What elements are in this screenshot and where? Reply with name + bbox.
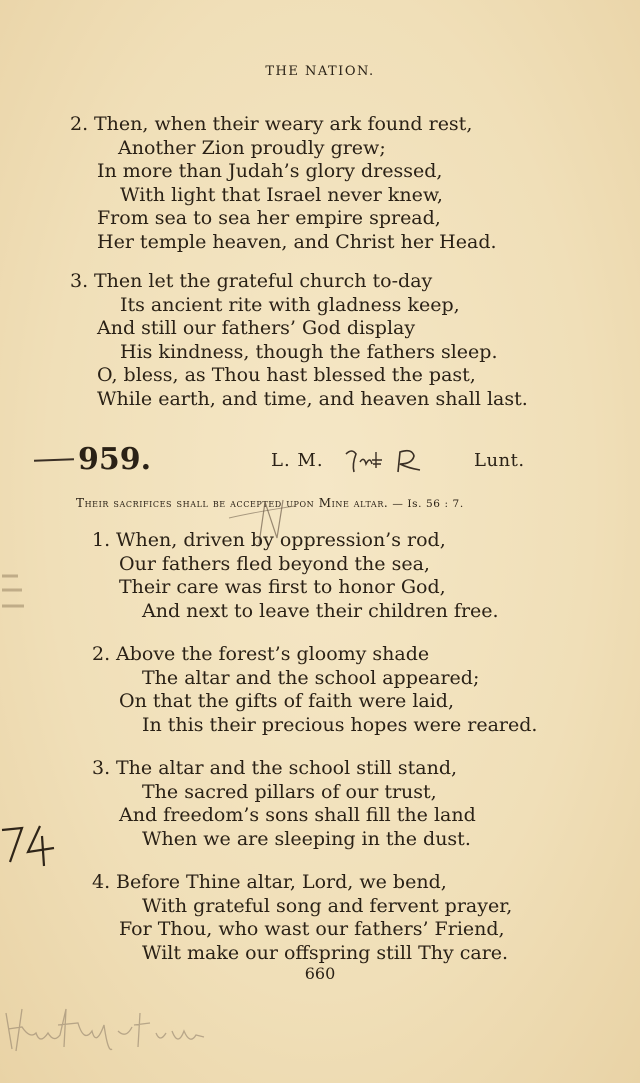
margin-bleed-marks — [0, 570, 30, 622]
verse-line: The altar and the school still stand, — [116, 757, 458, 779]
stanza-number: 2. — [70, 113, 89, 135]
stanza-number: 2. — [92, 643, 111, 665]
stanza-prev-2 — [70, 113, 497, 254]
hymn-meter: L. M. — [271, 450, 324, 471]
verse-line: Its ancient rite with gladness keep, — [120, 293, 460, 316]
pencil-signature — [0, 995, 240, 1055]
verse-line: With grateful song and fervent prayer, — [142, 894, 513, 917]
hymn-stanza-1 — [92, 529, 499, 623]
verse-line: Wilt make our offspring still Thy care. — [142, 941, 509, 964]
verse-line: When, driven by oppression’s rod, — [116, 529, 446, 551]
stanza-prev-3 — [70, 270, 528, 411]
epigraph-reference: — Is. 56 : 7. — [392, 498, 464, 510]
verse-line: For Thou, who wast our fathers’ Friend, — [119, 918, 505, 940]
verse-line: Another Zion proudly grew; — [118, 136, 386, 159]
verse-line: The sacred pillars of our trust, — [142, 780, 437, 803]
verse-line: Then let the grateful church to-day — [94, 270, 433, 292]
hymn-stanza-4 — [92, 871, 512, 965]
verse-line: O, bless, as Thou hast blessed the past, — [97, 364, 476, 386]
verse-line: The altar and the school appeared; — [142, 666, 480, 689]
verse-line: From sea to sea her empire spread, — [97, 207, 441, 229]
verse-line: With light that Israel never knew, — [120, 183, 443, 206]
handwritten-page-mark — [0, 820, 60, 870]
verse-line: His kindness, though the fathers sleep. — [120, 340, 498, 363]
pencil-dash-mark — [34, 458, 74, 461]
verse-line: On that the gifts of faith were laid, — [119, 690, 454, 712]
running-head: THE NATION. — [265, 64, 375, 79]
hymn-number: 959. — [78, 442, 152, 477]
verse-line: In more than Judah’s glory dressed, — [97, 160, 443, 182]
verse-line: When we are sleeping in the dust. — [142, 827, 471, 850]
verse-line: Before Thine altar, Lord, we bend, — [116, 871, 447, 893]
page-number: 660 — [304, 964, 336, 983]
verse-line: Then, when their weary ark found rest, — [94, 113, 473, 135]
stanza-number: 4. — [92, 871, 111, 893]
hymn-stanza-3 — [92, 757, 476, 851]
tune-name: Lunt. — [474, 450, 525, 471]
verse-line: In this their precious hopes were reared. — [142, 713, 538, 736]
verse-line: Above the forest’s gloomy shade — [116, 643, 430, 665]
verse-line: And next to leave their children free. — [142, 599, 499, 622]
verse-line: And still our fathers’ God display — [97, 317, 416, 339]
stanza-number: 3. — [92, 757, 111, 779]
verse-line: Their care was first to honor God, — [119, 576, 446, 598]
stanza-number: 1. — [92, 529, 111, 551]
epigraph — [76, 496, 536, 510]
epigraph-text: Their sacrifices shall be accepted upon Mine altar. — [76, 496, 389, 510]
verse-line: And freedom’s sons shall fill the land — [119, 804, 476, 826]
hymn-stanza-2 — [92, 643, 537, 737]
verse-line: Her temple heaven, and Christ her Head. — [97, 230, 497, 253]
handwritten-annotation — [342, 444, 452, 478]
stanza-number: 3. — [70, 270, 89, 292]
hymn-header — [0, 442, 640, 478]
verse-line: While earth, and time, and heaven shall last. — [97, 387, 528, 410]
verse-line: Our fathers fled beyond the sea, — [119, 552, 430, 575]
